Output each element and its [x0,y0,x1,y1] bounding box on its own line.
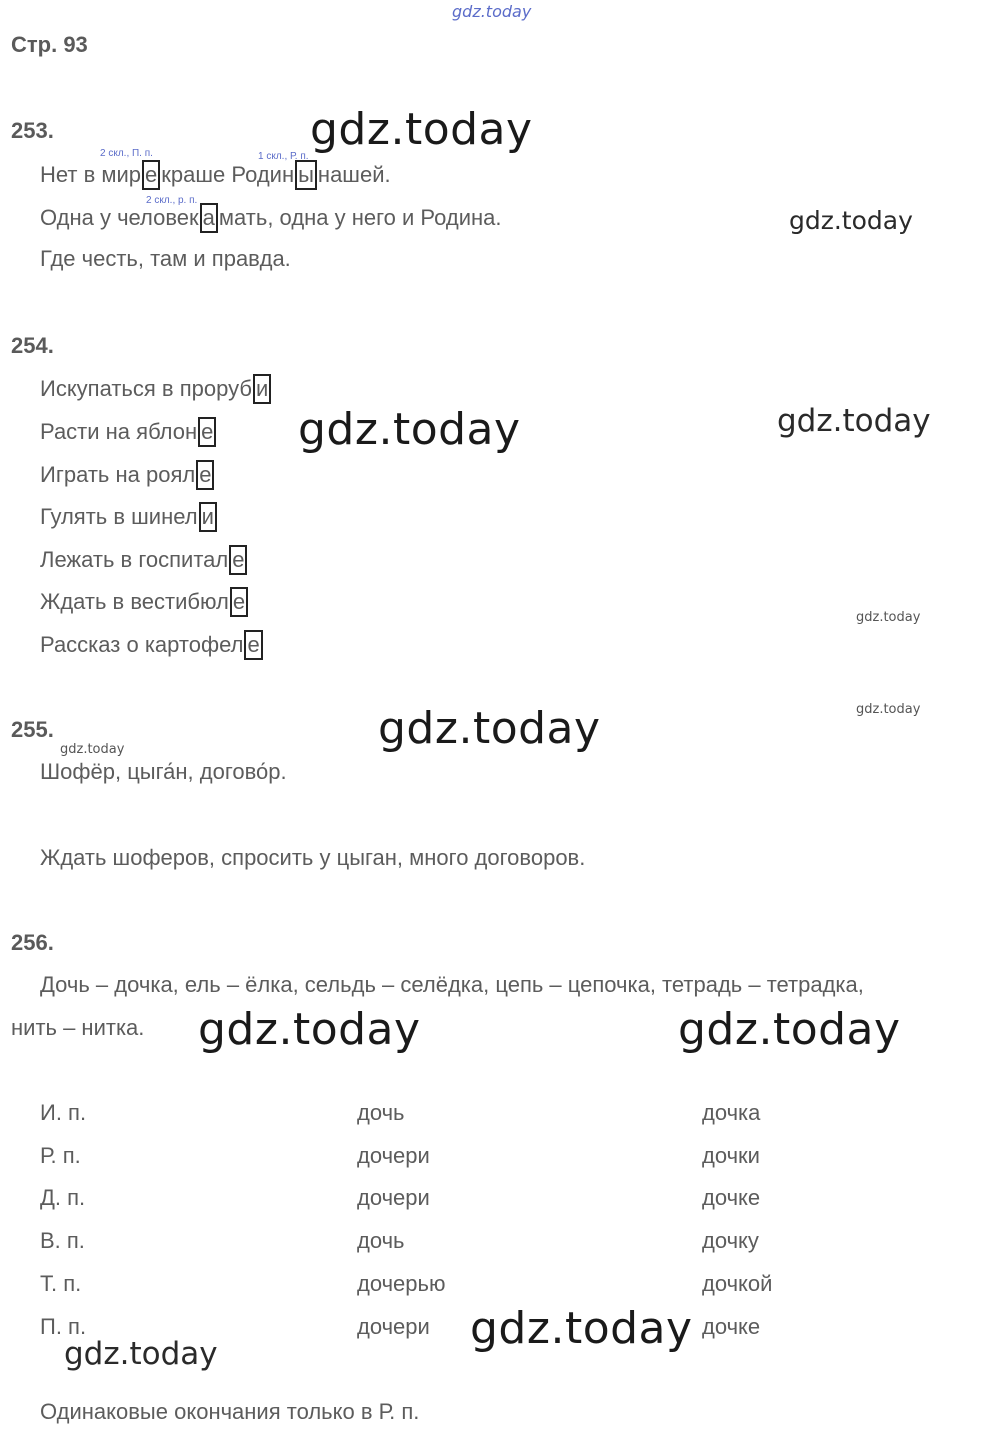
grammar-note: 2 скл., р. п. [146,195,198,206]
exercise-number-255: 255. [11,717,54,742]
word-stem: Играть на роял [40,462,196,487]
ending-box: е [196,460,214,490]
watermark-large: gdz.today [470,1303,693,1354]
watermark-large: gdz.today [298,404,521,455]
sentence-line [40,160,391,190]
case-label: Д. п. [40,1185,86,1210]
text-fragment: краше Родин [161,162,295,187]
conclusion-text: Одинаковые окончания только в Р. п. [40,1399,420,1424]
declension-word: дочери [357,1185,430,1210]
list-item [40,545,248,575]
sentence-line [40,203,502,233]
exercise-number-254: 254. [11,333,54,358]
word-stem: Ждать в вестибюл [40,589,229,614]
exercise-number-256: 256. [11,930,54,955]
declension-word: дочерью [357,1271,446,1296]
list-item [40,460,215,490]
case-label: П. п. [40,1314,87,1339]
text-fragment: мать, одна у него и Родина. [218,205,502,230]
case-label: Т. п. [40,1271,82,1296]
watermark-top: gdz.today [452,2,532,21]
sentence-line: Дочь – дочка, ель – ёлка, сельдь – селёдка, цепь – цепочка, тетрадь – тетрадка, [40,972,864,997]
declension-word: дочки [702,1143,760,1168]
sentence-line: нить – нитка. [11,1015,145,1040]
ending-box: и [253,374,271,404]
exercise-number-253: 253. [11,118,54,143]
word-stem: Расти на яблон [40,419,198,444]
ending-box: е [230,587,248,617]
sentence-line: Шофёр, цыга́н, догово́р. [40,759,287,784]
text-fragment: Одна у человек [40,205,199,230]
ending-box: е [229,545,247,575]
case-label: В. п. [40,1228,85,1253]
ending-box: е [142,160,160,190]
declension-word: дочь [357,1100,405,1125]
declension-word: дочери [357,1143,430,1168]
declension-word: дочь [357,1228,405,1253]
word-stem: Рассказ о картофел [40,632,244,657]
declension-word: дочку [702,1228,759,1253]
watermark-medium: gdz.today [789,206,913,235]
ending-box: е [198,417,216,447]
list-item [40,587,249,617]
declension-word: дочке [702,1314,761,1339]
case-label: Р. п. [40,1143,81,1168]
list-item [40,630,264,660]
list-item [40,417,217,447]
watermark-large: gdz.today [198,1004,421,1055]
watermark-small: gdz.today [60,742,125,757]
watermark-large: gdz.today [678,1004,901,1055]
sentence-line: Ждать шоферов, спросить у цыган, много договоров. [40,845,586,870]
watermark-medium: gdz.today [777,403,931,439]
word-stem: Лежать в госпитал [40,547,229,572]
declension-word: дочери [357,1314,430,1339]
text-fragment: Нет в мир [40,162,142,187]
list-item [40,502,218,532]
word-stem: Гулять в шинел [40,504,198,529]
declension-word: дочка [702,1100,761,1125]
watermark-large: gdz.today [378,703,601,754]
watermark-small: gdz.today [856,702,921,717]
watermark-small: gdz.today [856,610,921,625]
watermark-large: gdz.today [310,104,533,155]
text-fragment: нашей. [317,162,391,187]
sentence-line: Где честь, там и правда. [40,246,291,271]
ending-box: и [199,502,217,532]
ending-box: а [200,203,218,233]
grammar-note: 1 скл., Р. п. [258,151,309,162]
declension-word: дочкой [702,1271,773,1296]
list-item [40,374,272,404]
case-label: И. п. [40,1100,87,1125]
word-stem: Искупаться в проруб [40,376,252,401]
grammar-note: 2 скл., П. п. [100,148,153,159]
page-number: Стр. 93 [11,32,88,57]
watermark-medium: gdz.today [64,1336,218,1372]
ending-box: е [244,630,262,660]
declension-word: дочке [702,1185,761,1210]
ending-box: ы [295,160,317,190]
